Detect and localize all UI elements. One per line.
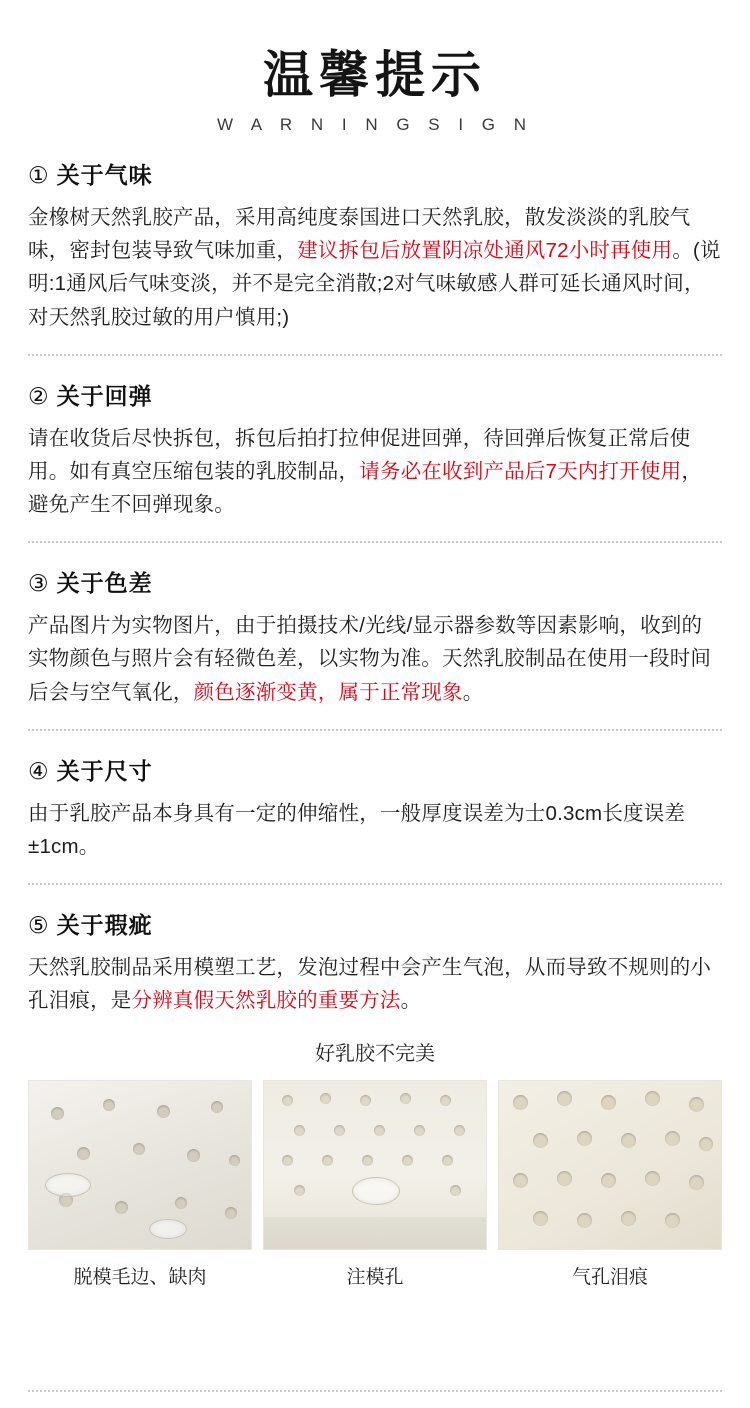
body-text: 请在收货后尽快拆包，拆包后拍打拉伸促进回弹，待回弹后恢复正常后使用。如有真空压缩包装的乳胶制品， <box>28 426 691 483</box>
section-title <box>28 757 722 787</box>
section-body <box>28 951 722 1017</box>
pore-pattern <box>264 1081 486 1249</box>
section-color-difference <box>28 543 722 731</box>
gallery-item <box>263 1080 487 1289</box>
section-body <box>28 201 722 334</box>
section-heading-text: 关于回弹 <box>56 382 153 409</box>
page-header <box>28 0 722 135</box>
section-title <box>28 911 722 941</box>
latex-defect-photo-demolding <box>28 1080 252 1250</box>
section-number: ③ <box>28 570 50 597</box>
gallery-caption: 好乳胶不完美 <box>315 1043 435 1066</box>
body-text: 。 <box>400 989 422 1013</box>
section-number: ② <box>28 382 50 409</box>
body-text-highlight: 请务必在收到产品后7天内打开使用 <box>359 459 682 483</box>
section-odor <box>28 135 722 356</box>
gallery-item-caption: 气孔泪痕 <box>571 1267 648 1289</box>
body-text-highlight: 颜色逐渐变黄，属于正常现象 <box>193 680 463 704</box>
gallery-item <box>28 1080 252 1289</box>
section-blemish <box>28 885 722 1017</box>
section-title <box>28 161 722 191</box>
page-title: 温馨提示 <box>263 47 487 103</box>
body-text: 金橡树天然乳胶产品，采用高纯度泰国进口天然乳胶，散发淡淡的乳胶气味，密封包装导致气味加重， <box>28 205 691 263</box>
section-size <box>28 731 722 885</box>
section-title <box>28 569 722 599</box>
body-text-highlight: 建议拆包后放置阴凉处通风72小时再使用 <box>297 239 673 263</box>
latex-defect-photo-pore-marks <box>498 1080 722 1250</box>
section-heading-text: 关于气味 <box>56 162 153 188</box>
gallery-item-caption: 注模孔 <box>346 1267 404 1289</box>
section-heading-text: 关于瑕疵 <box>56 912 153 938</box>
gallery-item-caption: 脱模毛边、缺肉 <box>73 1267 207 1289</box>
section-body <box>28 422 722 522</box>
pore-pattern <box>499 1081 721 1249</box>
section-resilience <box>28 356 722 544</box>
section-title <box>28 382 722 412</box>
section-body <box>28 609 722 709</box>
section-heading-text: 关于尺寸 <box>56 757 153 784</box>
body-text: 。(说明:1通风后气味变淡，并不是完全消散;2对气味敏感人群可延长通风时间，对天然乳胶过敏的用户慎用;) <box>28 239 721 329</box>
body-text: 由于乳胶产品本身具有一定的伸缩性，一般厚度误差为士0.3cm长度误差±1cm。 <box>28 801 686 858</box>
body-text: ，避免产生不回弹现象。 <box>28 459 703 516</box>
pore-pattern <box>29 1081 251 1249</box>
body-text: 产品图片为实物图片，由于拍摄技术/光线/显示器参数等因素影响，收到的实物颜色与照片会有轻微色差，以实物为准。天然乳胶制品在使用一段时间后会与空气氧化， <box>28 614 712 704</box>
body-text: 。 <box>462 680 484 704</box>
latex-defect-photo-injection-hole <box>263 1080 487 1250</box>
page-subtitle: W A R N I N G S I G N <box>216 115 534 134</box>
body-text-highlight: 分辨真假天然乳胶的重要方法 <box>131 989 401 1013</box>
gallery-row <box>28 1080 722 1289</box>
page-bottom-divider <box>28 1390 722 1392</box>
body-text: 天然乳胶制品采用模塑工艺，发泡过程中会产生气泡，从而导致不规则的小孔泪痕，是 <box>28 955 712 1013</box>
section-body <box>28 797 722 863</box>
section-number: ① <box>28 162 50 188</box>
section-number: ④ <box>28 757 50 784</box>
section-heading-text: 关于色差 <box>56 570 153 597</box>
gallery-item <box>498 1080 722 1289</box>
section-number: ⑤ <box>28 912 50 938</box>
